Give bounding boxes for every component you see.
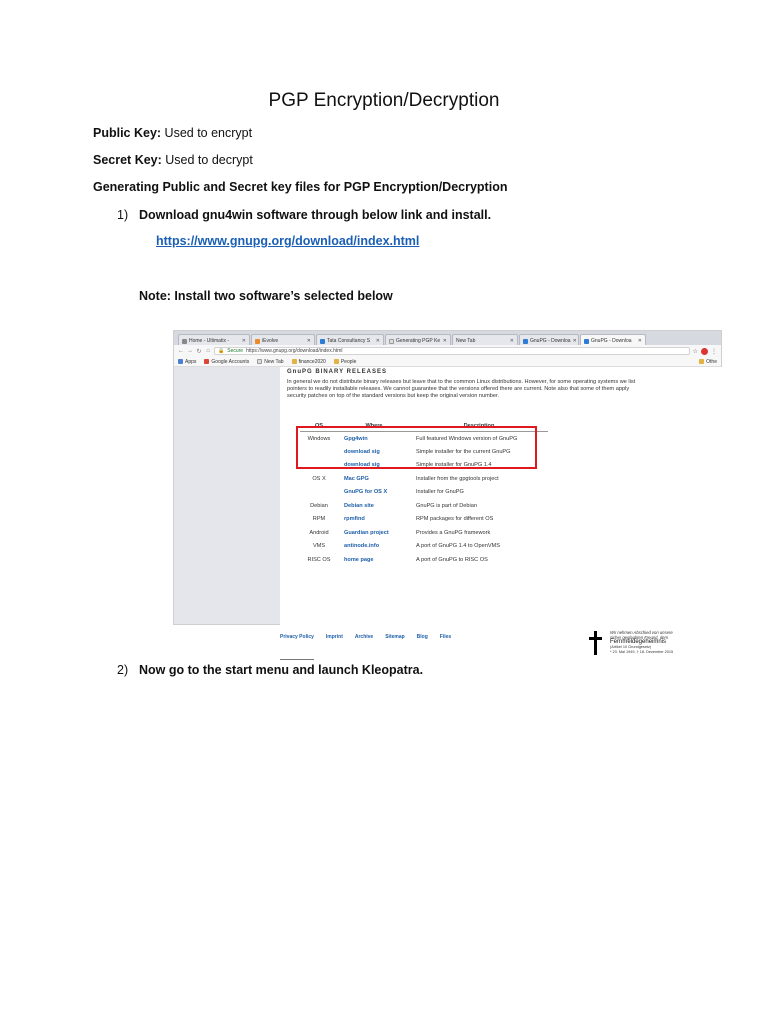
tab-favicon-icon xyxy=(320,339,325,344)
footer-links xyxy=(280,634,451,640)
footer-link[interactable]: Sitemap xyxy=(385,634,405,640)
browser-tab-active[interactable]: GnuPG - Downloa ✕ xyxy=(580,334,646,345)
browser-tab[interactable]: Generating PGP Ke ✕ xyxy=(385,334,451,345)
gnupg-page xyxy=(280,367,750,627)
table-row: RISC OS home page A port of GnuPG to RISC OS xyxy=(300,553,548,567)
public-key-label: Public Key: xyxy=(93,126,162,140)
close-icon[interactable]: ✕ xyxy=(241,338,246,344)
table-row: download sig Simple installer for the current GnuPG xyxy=(300,445,548,459)
release-link[interactable]: rpmfind xyxy=(344,516,365,523)
close-icon[interactable]: ✕ xyxy=(572,338,577,344)
star-icon[interactable]: ☆ xyxy=(692,348,698,355)
tab-favicon-icon xyxy=(182,339,187,344)
note-label: Note: xyxy=(139,289,171,303)
browser-tab[interactable]: Home - Ultimatix - ✕ xyxy=(178,334,250,345)
menu-icon[interactable]: ⋮ xyxy=(711,348,717,355)
generating-heading xyxy=(93,180,507,194)
footer-link[interactable]: Privacy Policy xyxy=(280,634,314,640)
close-icon[interactable]: ✕ xyxy=(442,338,447,344)
table-row: GnuPG for OS X Installer for GnuPG xyxy=(300,486,548,500)
home-icon[interactable]: ⌂ xyxy=(206,348,210,354)
bookmark-item[interactable]: Apps xyxy=(178,359,196,365)
folder-icon xyxy=(292,359,297,364)
column-header-description: Description xyxy=(410,421,548,432)
bookmark-item[interactable]: New Tab xyxy=(257,359,283,365)
step-2-number: 2) xyxy=(117,663,129,677)
release-link[interactable]: Mac GPG xyxy=(344,475,369,482)
public-key-line xyxy=(93,126,252,140)
browser-tab[interactable]: iEvolve ✕ xyxy=(251,334,315,345)
back-icon[interactable]: ← xyxy=(178,348,184,354)
step-1-number: 1) xyxy=(117,208,129,222)
table-row: Debian Debian site GnuPG is part of Debian xyxy=(300,499,548,513)
secret-key-line xyxy=(93,153,253,167)
note-line xyxy=(139,289,393,303)
release-link[interactable]: download sig xyxy=(344,448,380,455)
footer-link[interactable]: Files xyxy=(439,634,452,640)
release-link[interactable]: Guardian project xyxy=(344,529,389,536)
binary-releases-heading: GnuPG BINARY RELEASES xyxy=(287,369,388,375)
close-icon[interactable]: ✕ xyxy=(306,338,311,344)
bookmark-other[interactable]: Othe xyxy=(699,359,717,365)
release-link[interactable]: Debian site xyxy=(344,502,374,509)
release-link[interactable]: Gpg4win xyxy=(344,435,368,442)
close-icon[interactable]: ✕ xyxy=(375,338,380,344)
browser-viewport xyxy=(174,367,721,654)
memorial-notice: Wir nehmen Abschied von unsere sicher geglaubten Freund, dem Fernmeldegeheimnis (Artikel 10 Grundgesetz) * 23. Mai 1949, † 18. Dezember 2015 xyxy=(610,630,674,654)
footer-link[interactable]: Blog xyxy=(416,634,428,640)
tab-favicon-icon xyxy=(255,339,260,344)
folder-icon xyxy=(699,359,704,364)
bookmarks-bar xyxy=(174,357,721,367)
step-1-text: Download gnu4win software through below link and install. xyxy=(139,208,492,222)
intro-paragraph: In general we do not distribute binary releases but leave that to the common Linux distributions. However, for some operating systems we list pointers to readily installable releases. We cannot guarantee that the versions offered there are current. Note also that some of them apply security patches on top of the standard versions but keep the original version number. xyxy=(287,379,636,400)
table-row: OS X Mac GPG Installer from the gpgtools project xyxy=(300,472,548,486)
browser-tab[interactable]: Tata Consultancy S ✕ xyxy=(316,334,384,345)
folder-icon xyxy=(334,359,339,364)
generating-text: Generating Public and Secret key files for PGP Encryption/Decryption xyxy=(93,180,508,194)
address-bar[interactable] xyxy=(214,347,690,355)
page-footer xyxy=(280,629,721,656)
reload-icon[interactable]: ↻ xyxy=(196,348,202,355)
release-link[interactable]: antinode.info xyxy=(344,543,380,550)
table-row: RPM rpmfind RPM packages for different OS xyxy=(300,513,548,527)
secret-key-label: Secret Key: xyxy=(93,153,162,167)
gnupg-download-link[interactable]: https://www.gnupg.org/download/index.html xyxy=(156,234,420,248)
adblock-icon[interactable] xyxy=(701,348,708,355)
note-text: Install two software’s selected below xyxy=(170,289,393,303)
apps-icon xyxy=(178,359,183,364)
google-icon xyxy=(204,359,209,364)
step-2-text: Now go to the start menu and launch Kleopatra. xyxy=(139,663,424,677)
column-header-where: Where xyxy=(338,421,410,432)
page-divider xyxy=(280,659,314,660)
bookmark-item[interactable]: finance2020 xyxy=(292,359,326,365)
close-icon[interactable]: ✕ xyxy=(509,338,514,344)
tab-favicon-icon xyxy=(523,339,528,344)
url-text: https://www.gnupg.org/download/index.html xyxy=(246,348,343,354)
forward-icon[interactable]: → xyxy=(187,348,193,354)
close-icon[interactable]: ✕ xyxy=(637,338,642,344)
page-icon xyxy=(257,359,262,364)
release-link[interactable]: download sig xyxy=(344,462,380,469)
bookmark-item[interactable]: Google Accounts xyxy=(204,359,249,365)
lock-icon: 🔒 xyxy=(218,348,225,354)
browser-tab-bar xyxy=(174,331,721,345)
tab-favicon-icon xyxy=(584,339,589,344)
table-row: Windows Gpg4win Full featured Windows version of GnuPG xyxy=(300,432,548,446)
bookmark-item[interactable]: People xyxy=(334,359,357,365)
table-row: download sig Simple installer for GnuPG 1.4 xyxy=(300,459,548,473)
secure-label: Secure xyxy=(227,348,244,354)
browser-tab[interactable]: New Tab ✕ xyxy=(452,334,518,345)
tab-favicon-icon xyxy=(389,339,394,344)
release-link[interactable]: home page xyxy=(344,556,374,563)
footer-link[interactable]: Imprint xyxy=(325,634,343,640)
document-title: PGP Encryption/Decryption xyxy=(268,90,500,111)
memorial-cross-icon xyxy=(586,631,604,655)
selection-highlight-box xyxy=(296,426,537,469)
browser-tab[interactable]: GnuPG - Downloa ✕ xyxy=(519,334,579,345)
table-row: Android Guardian project Provides a GnuPG framework xyxy=(300,526,548,540)
browser-screenshot xyxy=(173,330,722,654)
release-link[interactable]: GnuPG for OS X xyxy=(344,489,388,496)
public-key-text: Used to encrypt xyxy=(161,126,253,140)
footer-link[interactable]: Archive xyxy=(354,634,374,640)
column-header-os: OS xyxy=(300,421,338,432)
table-row: VMS antinode.info A port of GnuPG 1.4 to OpenVMS xyxy=(300,540,548,554)
secret-key-text: Used to decrypt xyxy=(161,153,253,167)
browser-toolbar xyxy=(174,345,721,357)
